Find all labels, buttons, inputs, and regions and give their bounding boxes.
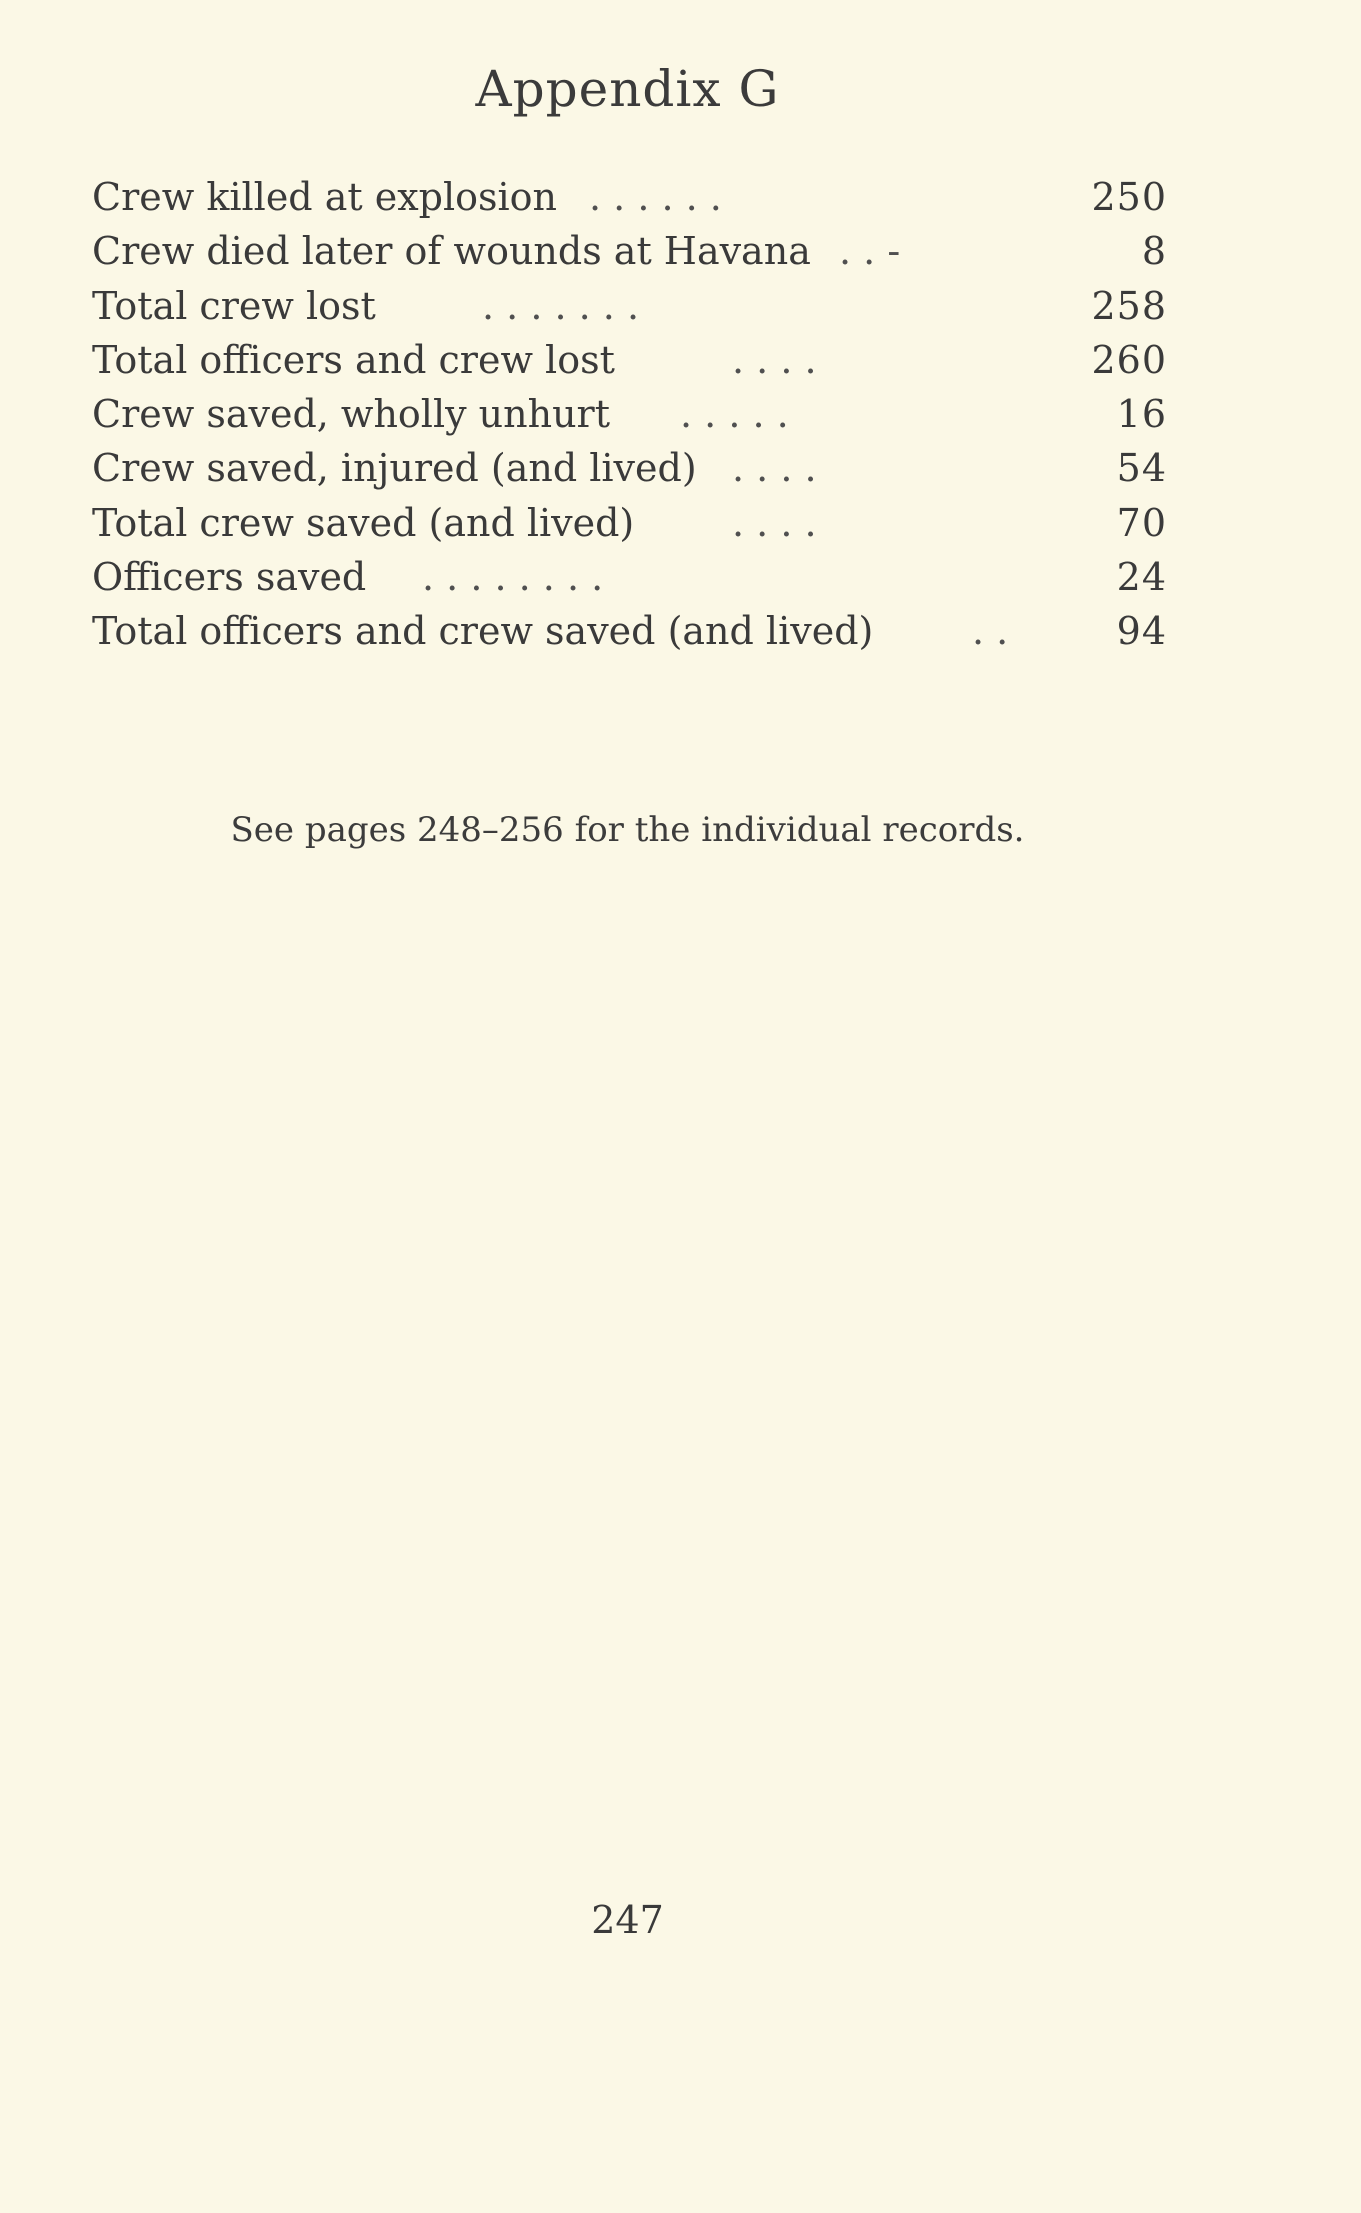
table-row <box>92 604 1167 658</box>
row-label: Crew saved, wholly unhurt <box>92 392 610 437</box>
row-value: 70 <box>1116 500 1167 545</box>
table-row <box>92 170 1167 224</box>
dot-leader: . . . . . . . . <box>422 555 604 600</box>
dot-leader: . . . . <box>732 337 817 382</box>
row-label: Total officers and crew lost <box>92 337 615 382</box>
dot-leader: . . . . <box>732 446 817 491</box>
page-number: 247 <box>591 1898 664 1942</box>
row-value: 16 <box>1116 392 1167 437</box>
row-label: Crew died later of wounds at Havana <box>92 229 811 274</box>
row-label: Total crew lost <box>92 283 376 328</box>
dot-leader: . . . . . . <box>589 175 722 219</box>
row-label: Crew killed at explosion <box>92 175 557 219</box>
table-row <box>92 333 1167 387</box>
row-value: 24 <box>1116 555 1167 600</box>
row-value: 94 <box>1116 609 1167 654</box>
row-label: Total crew saved (and lived) <box>92 500 635 545</box>
table-row <box>92 279 1167 333</box>
table-row <box>92 441 1167 495</box>
row-label: Crew saved, injured (and lived) <box>92 446 697 491</box>
dot-leader: . . . . <box>732 500 817 545</box>
dot-leader: . . . . . . . <box>482 283 640 328</box>
statistics-table <box>92 170 1167 659</box>
page-title: Appendix G <box>475 60 780 118</box>
dot-leader: . . - <box>839 229 901 274</box>
dot-leader: . . . . . <box>680 392 789 437</box>
row-value: 260 <box>1091 337 1167 382</box>
row-value: 250 <box>1091 175 1167 219</box>
table-row <box>92 550 1167 604</box>
row-value: 258 <box>1091 283 1167 328</box>
row-label: Officers saved <box>92 555 367 600</box>
dot-leader: . . <box>972 609 1009 654</box>
table-row <box>92 387 1167 441</box>
row-value: 54 <box>1116 446 1167 491</box>
row-value: 8 <box>1141 229 1167 274</box>
row-label: Total officers and crew saved (and lived) <box>92 609 874 654</box>
table-row <box>92 496 1167 550</box>
reference-note: See pages 248–256 for the individual records. <box>230 810 1025 850</box>
table-row <box>92 224 1167 278</box>
